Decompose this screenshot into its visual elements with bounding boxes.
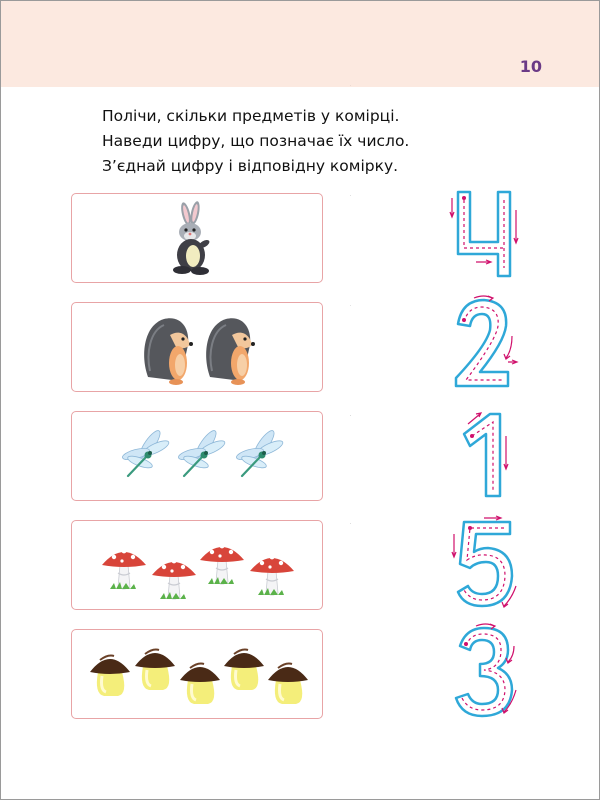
trace-digit-5[interactable] [350,416,530,616]
trace-digit-4[interactable] [350,86,530,286]
trace-digit-3-value: 3 [350,524,351,525]
trace-digit-2[interactable] [350,196,530,396]
fly-agaric-mushroom-icon [200,544,244,584]
rabbit-icon [173,200,211,275]
dragonfly-icon [177,428,226,476]
brown-mushroom-icon [135,650,175,691]
counting-cell-2[interactable] [71,302,323,392]
page-number: 10 [519,57,542,76]
brown-mushroom-icon [224,650,264,691]
trace-digit-4-value: 4 [350,86,351,87]
fly-agaric-mushroom-icon [102,549,146,589]
trace-digit-1[interactable] [350,306,530,506]
dragonfly-icon [235,428,284,476]
counting-cell-4[interactable] [71,520,323,610]
instruction-line-2: Наведи цифру, що позначає їх число. [102,132,410,150]
hedgehog-icon [206,318,255,385]
header-band [1,1,599,87]
brown-mushroom-icon [268,664,308,705]
fly-agaric-mushroom-icon [250,555,294,595]
counting-cell-1[interactable] [71,193,323,283]
trace-digit-1-value: 1 [350,306,351,307]
trace-digit-5-value: 5 [350,416,351,417]
trace-digit-3[interactable] [350,524,530,724]
hedgehog-icon [144,318,193,385]
fly-agaric-mushroom-icon [152,559,196,599]
dragonfly-icon [121,428,170,476]
instruction-line-1: Полічи, скільки предметів у комірці. [102,107,400,125]
task-instructions [102,104,410,179]
brown-mushroom-icon [90,656,130,697]
counting-cell-5[interactable] [71,629,323,719]
counting-cell-3[interactable] [71,411,323,501]
trace-digit-2-value: 2 [350,196,351,197]
instruction-line-3: З’єднай цифру і відповідну комірку. [102,157,399,175]
brown-mushroom-icon [180,664,220,705]
